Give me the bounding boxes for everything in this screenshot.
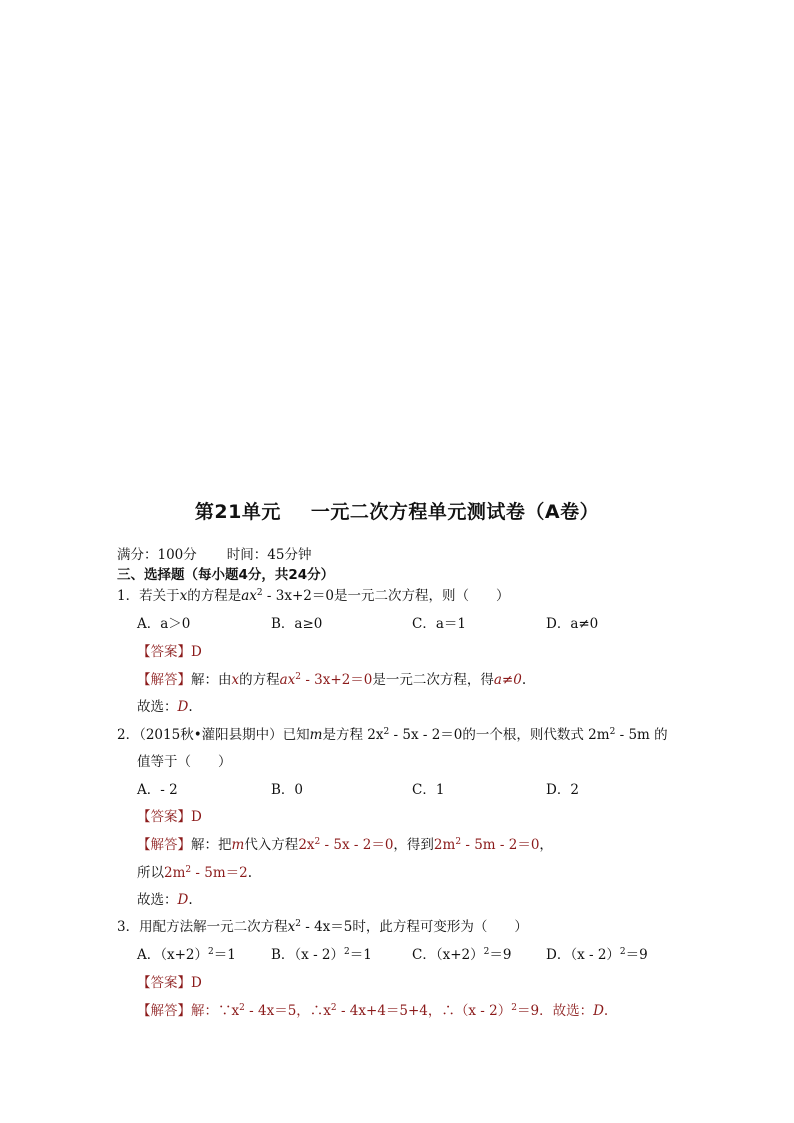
question-3-stem: 3．用配方法解一元二次方程$x^2 - 4x=5$时，此方程可变形为（ ） xyxy=(117,919,528,935)
question-1-solution: 【解答】解：由x的方程$ax^2 - 3x+2=0$是一元二次方程，得a≠0. xyxy=(137,672,527,688)
question-1-answer: 【答案】D xyxy=(137,644,202,660)
question-2-option-c: C．1 xyxy=(412,782,445,798)
question-1-option-d: D．a≠0 xyxy=(546,616,599,632)
question-3-solution: 【解答】解：$\because x^2 - 4x=5$，$\therefore x^2 - 4x+4=5+4$，∴（x - 2）$^2$＝9．故选：D. xyxy=(137,1003,609,1019)
question-2-option-d: D．2 xyxy=(546,782,579,798)
section-heading: 三、选择题（每小题4分，共24分） xyxy=(117,567,335,583)
question-1-stem: 1．若关于x的方程是$ax^2 - 3x+2=0$是一元二次方程，则（ ） xyxy=(117,588,510,604)
question-3-option-a: A．$(x+2)^2=1$ xyxy=(137,947,236,963)
question-2-conclusion: 故选：D. xyxy=(137,892,193,908)
exam-meta xyxy=(117,546,311,564)
exam-time: 时间：45分钟 xyxy=(226,547,312,563)
question-2-stem-continued: 值等于（ ） xyxy=(137,754,232,770)
question-2-solution-line-2: 所以$2m^2 - 5m=2$. xyxy=(137,865,253,881)
question-3-answer: 【答案】D xyxy=(137,975,202,991)
question-1-conclusion: 故选：D. xyxy=(137,699,193,715)
question-2-answer: 【答案】D xyxy=(137,809,202,825)
question-2-option-a: A．- 2 xyxy=(137,782,178,798)
question-1-option-c: C．a＝1 xyxy=(412,616,466,632)
question-1-option-a: A．a＞0 xyxy=(137,616,191,632)
question-3-option-b: B．（x - 2）$^2$＝1 xyxy=(271,947,372,963)
page-title xyxy=(0,497,794,524)
question-2-solution: 【解答】解：把m代入方程$2x^2 - 5x - 2=0$，得到$2m^2 - 5m - 2=0$， xyxy=(137,837,553,853)
title-name: 一元二次方程单元测试卷（A卷） xyxy=(310,501,600,523)
title-unit: 第21单元 xyxy=(194,501,281,523)
question-3-option-c: C．$(x+2)^2=9$ xyxy=(412,947,512,963)
full-score: 满分：100分 xyxy=(117,547,197,563)
question-2-option-b: B．0 xyxy=(271,782,304,798)
question-1-option-b: B．a≥0 xyxy=(271,616,323,632)
question-2-stem: 2．（2015秋•灌阳县期中）已知m是方程 $2x^2 - 5x - 2=0$的一个根，则代数式 $2m^2 - 5m$ 的 xyxy=(117,727,668,743)
question-3-option-d: D．（x - 2）$^2$＝9 xyxy=(546,947,648,963)
